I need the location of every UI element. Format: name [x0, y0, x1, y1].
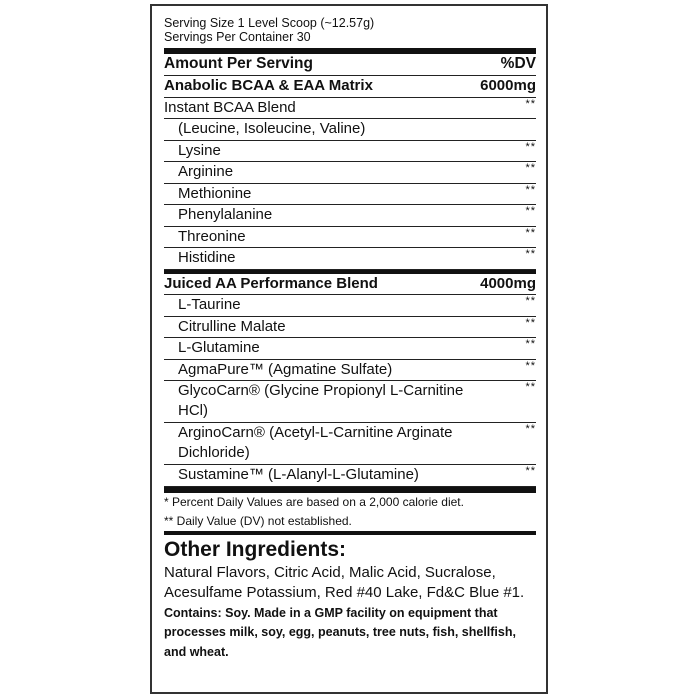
ingredient-row [164, 465, 536, 487]
ingredient-dv: ** [525, 465, 536, 477]
ingredient-row [164, 119, 536, 141]
blend1-name: Anabolic BCAA & EAA Matrix [164, 77, 373, 94]
ingredient-name: Citrulline Malate [178, 317, 286, 335]
ingredient-dv: ** [525, 162, 536, 174]
ingredient-name: GlycoCarn® (Glycine Propionyl L-Carnitine HCl) [178, 382, 464, 419]
amount-header-row [164, 54, 536, 76]
blend1-header-row [164, 76, 536, 98]
ingredient-dv: ** [525, 97, 536, 110]
ingredient-row [164, 205, 536, 227]
blend1-amount: 6000mg [480, 77, 536, 94]
supplement-facts-label [150, 4, 548, 694]
ingredient-dv: ** [525, 423, 536, 435]
ingredient-dv: ** [525, 205, 536, 217]
servings-per-container: Servings Per Container 30 [164, 30, 311, 44]
blend2-header-row [164, 274, 536, 296]
ingredient-row [164, 141, 536, 163]
footnote-dv-not-established: ** Daily Value (DV) not established. [164, 513, 352, 528]
dv-header-label: %DV [500, 55, 536, 72]
ingredient-dv: ** [525, 316, 536, 329]
ingredient-name: Sustamine™ (L-Alanyl-L-Glutamine) [178, 466, 419, 483]
ingredient-name: Arginine [178, 163, 234, 180]
ingredient-name: L-Taurine [178, 296, 241, 313]
ingredient-name: AgmaPure™ (Agmatine Sulfate) [178, 360, 393, 378]
ingredient-row [164, 423, 536, 465]
serving-size: Serving Size 1 Level Scoop (~12.57g) [164, 16, 375, 30]
ingredient-row [164, 360, 536, 382]
ingredient-name: (Leucine, Isoleucine, Valine) [178, 120, 366, 137]
ingredient-row [164, 162, 536, 184]
ingredient-dv: ** [525, 226, 536, 239]
ingredient-dv: ** [525, 295, 536, 307]
other-ingredients-text: Natural Flavors, Citric Acid, Malic Acid, Sucralose, Acesulfame Potassium, Red #40 Lake, Fd&C Blue #1. [164, 563, 525, 601]
allergen-statement: Contains: Soy. Made in a GMP facility on equipment that processes milk, soy, egg, peanuts, tree nuts, fish, shellfish, and wheat. [164, 605, 516, 659]
other-ingredients-title: Other Ingredients: [164, 537, 347, 561]
ingredient-row [164, 184, 536, 206]
ingredient-name: ArginoCarn® (Acetyl-L-Carnitine Arginate Dichloride) [178, 424, 453, 461]
label-content [164, 16, 536, 662]
ingredient-dv: ** [525, 248, 536, 260]
blend2-amount: 4000mg [480, 274, 536, 292]
ingredient-name: L-Glutamine [178, 339, 260, 356]
footnote-percent-dv: * Percent Daily Values are based on a 2,000 calorie diet. [164, 494, 464, 509]
ingredient-name: Threonine [178, 227, 246, 245]
ingredient-name: Histidine [178, 249, 236, 266]
ingredient-dv: ** [525, 381, 536, 393]
amount-per-serving-label: Amount Per Serving [164, 55, 313, 72]
ingredient-row [164, 381, 536, 423]
ingredient-name: Instant BCAA Blend [164, 98, 296, 116]
ingredient-name: Methionine [178, 184, 252, 202]
blend2-name: Juiced AA Performance Blend [164, 274, 378, 292]
ingredient-dv: ** [525, 140, 536, 153]
ingredient-row [164, 295, 536, 317]
ingredient-row [164, 248, 536, 270]
ingredient-row [164, 338, 536, 360]
ingredient-dv: ** [525, 338, 536, 350]
ingredient-dv: ** [525, 359, 536, 372]
ingredient-name: Phenylalanine [178, 206, 273, 223]
ingredient-row [164, 227, 536, 249]
ingredient-name: Lysine [178, 141, 221, 159]
medium-divider [164, 531, 536, 535]
ingredient-row [164, 98, 536, 120]
ingredient-dv: ** [525, 183, 536, 196]
ingredient-row [164, 317, 536, 339]
